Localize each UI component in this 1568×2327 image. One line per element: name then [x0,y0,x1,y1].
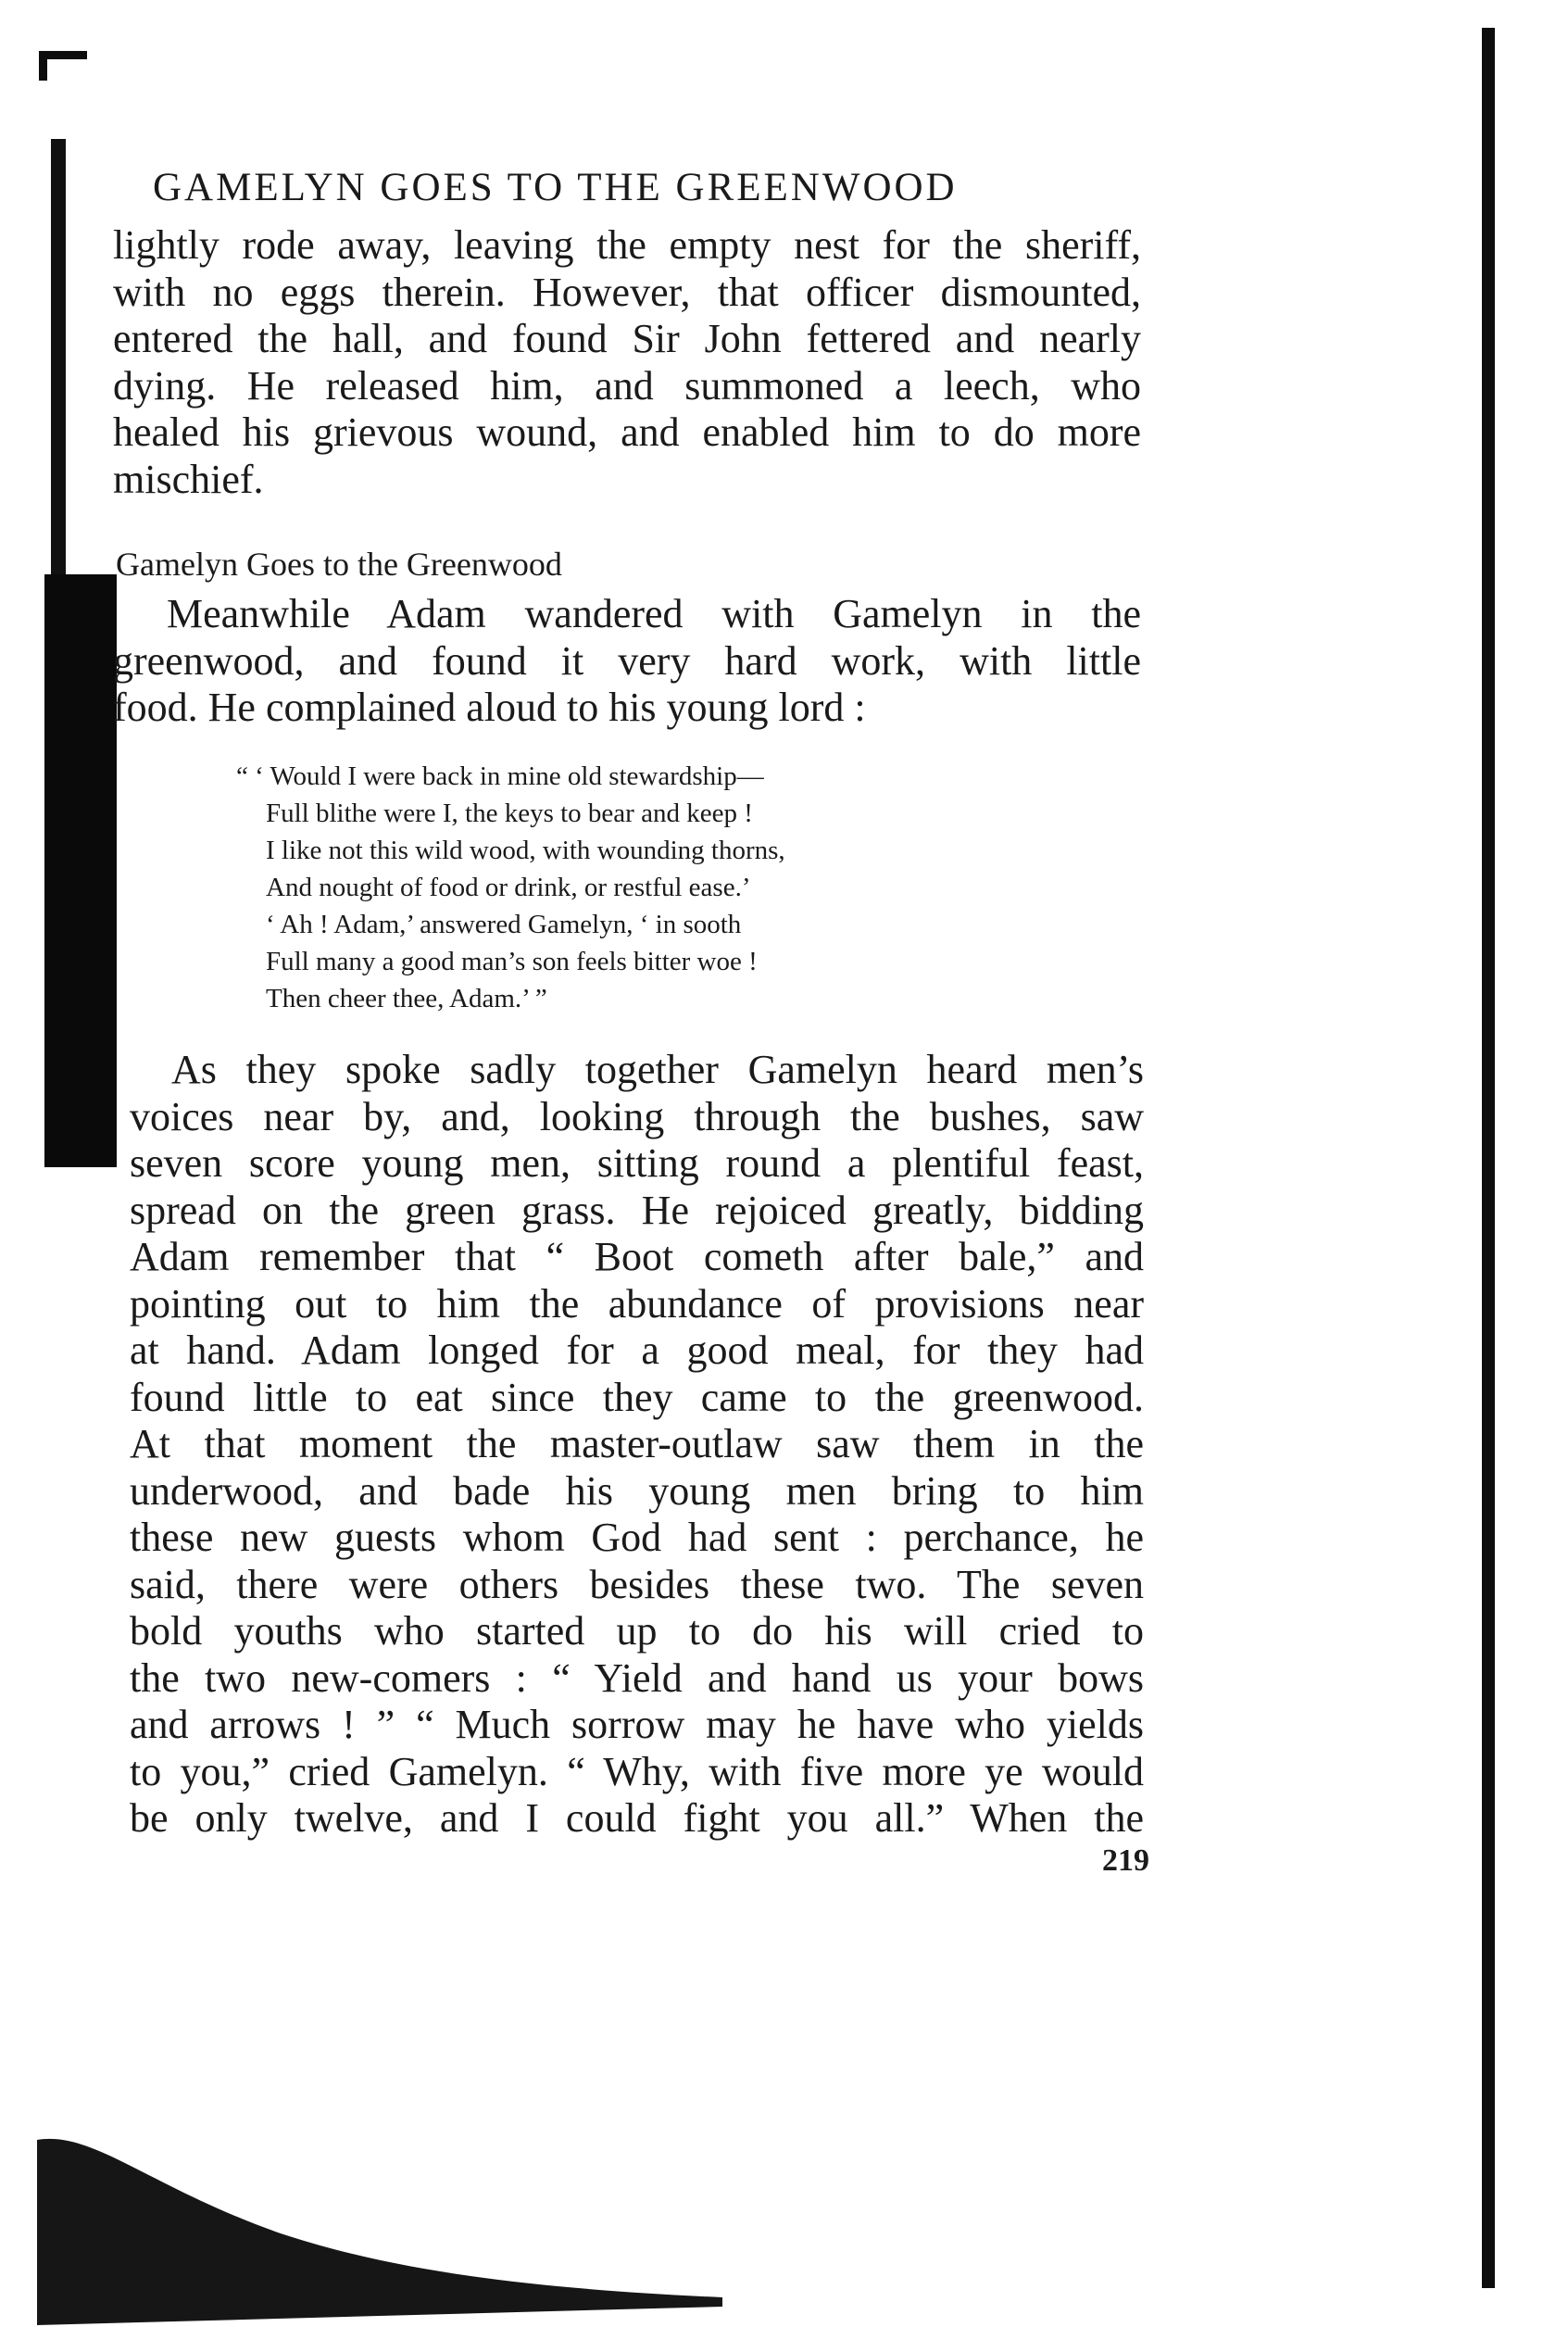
page-number: 219 [1102,1843,1149,1878]
paragraph-outlaws [130,1047,1144,1843]
text-line: lightly rode away, leaving the empty nest for the sheriff, [113,222,1141,268]
text-line: and arrows ! ” “ Much sorrow may he have who yields [130,1702,1144,1747]
text-line: Adam remember that “ Boot cometh after bale,” and [130,1234,1144,1279]
scan-bottom-smudge [37,2121,741,2325]
verse-line: “ ‘ Would I were back in mine old stewardship— [236,761,764,791]
text-line: greenwood, and found it very hard work, with little [113,637,1141,684]
section-heading: Gamelyn Goes to the Greenwood [116,546,562,583]
text-line: these new guests whom God had sent : perchance, he [130,1515,1144,1560]
text-line: mischief. [113,456,264,502]
text-line: entered the hall, and found Sir John fettered and nearly [113,316,1141,361]
verse-line: ‘ Ah ! Adam,’ answered Gamelyn, ‘ in sooth [266,910,742,939]
paragraph-continuation [113,222,1141,503]
text-line: Meanwhile Adam wandered with Gamelyn in the [167,591,1141,636]
verse-line: Full many a good man’s son feels bitter woe ! [266,947,758,976]
text-line: be only twelve, and I could fight you all.” When the [130,1795,1144,1841]
text-line: to you,” cried Gamelyn. “ Why, with five more ye would [130,1748,1144,1794]
scan-right-edge [1482,28,1495,2288]
text-line: at hand. Adam longed for a good meal, for they had [130,1327,1144,1373]
text-line: with no eggs therein. However, that officer dismounted, [113,269,1141,315]
text-line: underwood, and bade his young men bring to him [130,1467,1144,1514]
text-line: food. He complained aloud to his young lord : [113,685,866,730]
text-line: dying. He released him, and summoned a leech, who [113,362,1141,409]
verse-line: Then cheer thee, Adam.’ ” [266,984,547,1013]
text-line: found little to eat since they came to the greenwood. [130,1374,1144,1420]
text-line: pointing out to him the abundance of provisions near [130,1280,1144,1327]
running-head: GAMELYN GOES TO THE GREENWOOD [153,166,958,209]
verse-line: I like not this wild wood, with wounding thorns, [266,836,785,865]
paragraph-meanwhile [113,591,1141,732]
scan-left-bar-upper [51,139,66,574]
scan-left-bar-lower [44,574,117,1167]
verse-quotation [236,758,785,1017]
text-line: spread on the green grass. He rejoiced greatly, bidding [130,1187,1144,1233]
text-line: As they spoke sadly together Gamelyn heard men’s [171,1047,1144,1092]
text-line: voices near by, and, looking through the bushes, saw [130,1093,1144,1139]
text-line: At that moment the master-outlaw saw them in the [130,1421,1144,1466]
text-line: seven score young men, sitting round a plentiful feast, [130,1140,1144,1186]
text-line: the two new-comers : “ Yield and hand us your bows [130,1654,1144,1701]
text-line: said, there were others besides these two. The seven [130,1561,1144,1607]
verse-line: And nought of food or drink, or restful ease.’ [266,873,751,902]
text-line: bold youths who started up to do his will cried to [130,1608,1144,1654]
text-line: healed his grievous wound, and enabled him to do more [113,409,1141,455]
scan-corner-mark [39,51,47,81]
verse-line: Full blithe were I, the keys to bear and keep ! [266,799,753,828]
